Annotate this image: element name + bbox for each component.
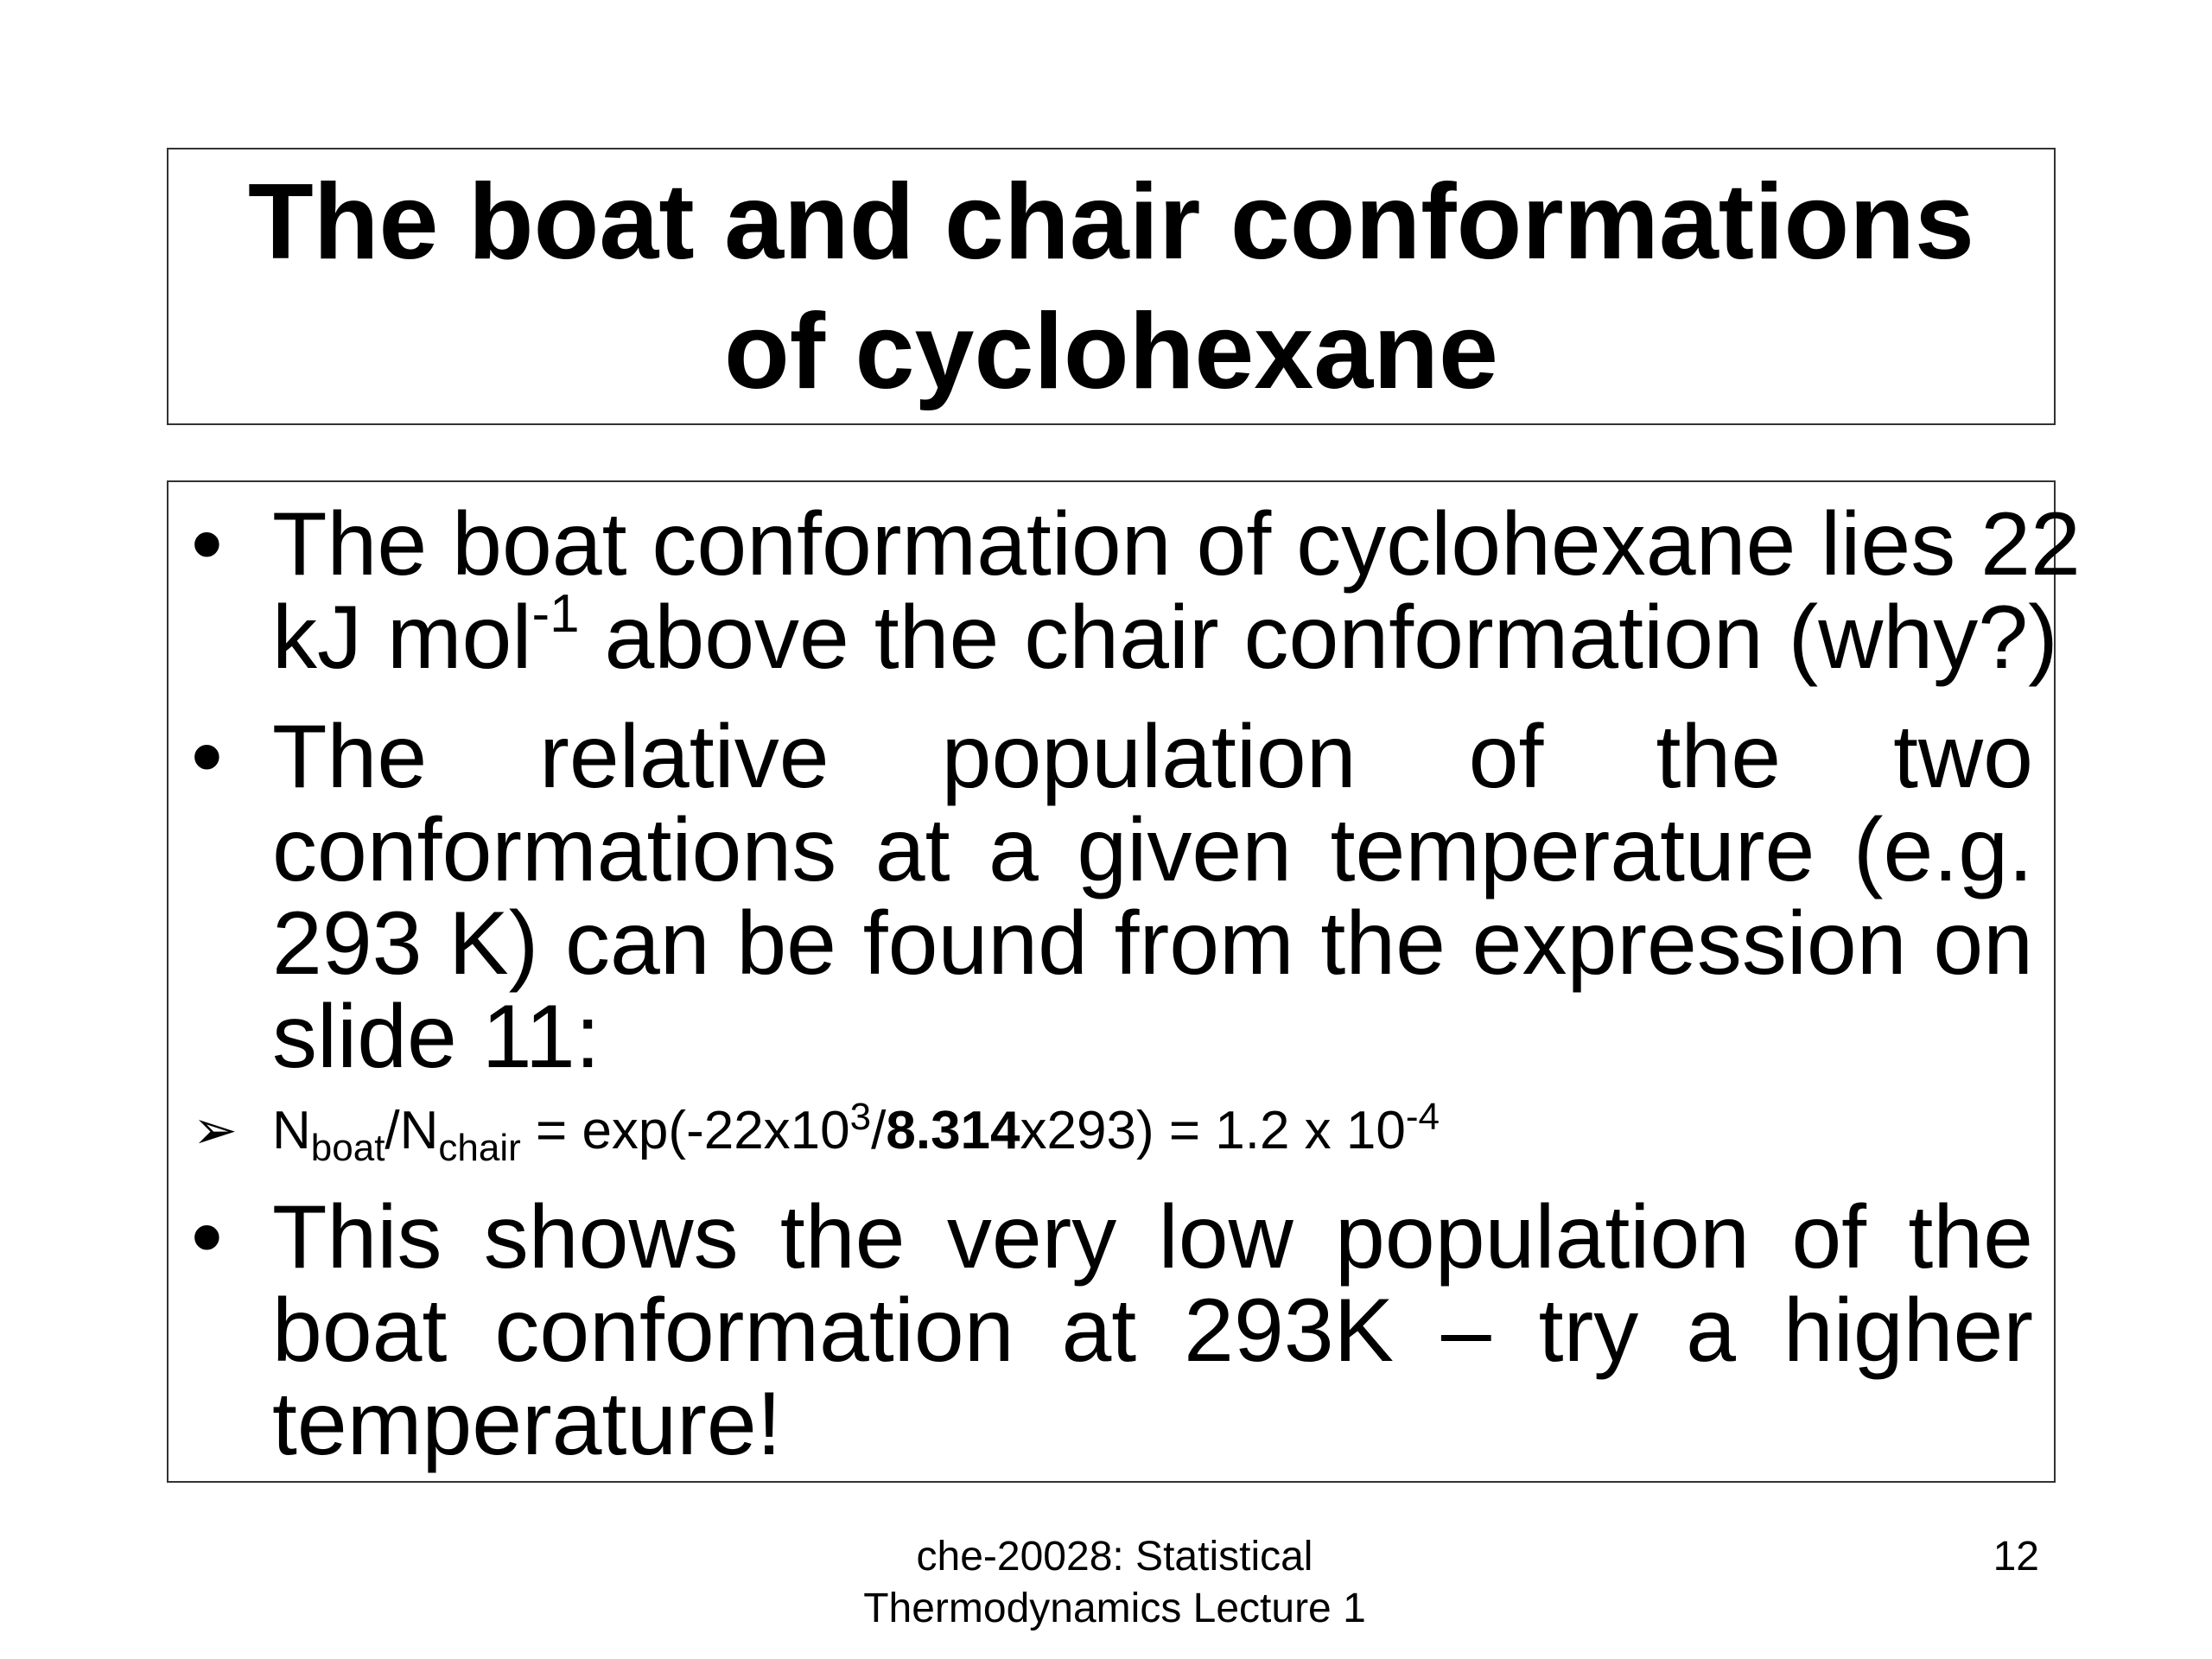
eq-sup-2: -4 [1405,1096,1440,1138]
bullet-2-line-4: slide 11: [272,987,601,1087]
bullet-icon: • [191,1186,223,1287]
arrow-bullet-icon: ➢ [193,1101,238,1160]
bullet-text-2 [272,707,2033,1087]
bullet-1-line-1: The boat conformation of cyclohexane lies 22 [272,494,2081,594]
slide-footer [760,1531,1469,1635]
title-box [167,148,2056,425]
eq-part-3: x293) = 1.2 x 10 [1020,1101,1406,1160]
bullet-1-line-2 [272,584,2058,688]
bullet-icon: • [191,706,223,807]
footer-line-2: Thermodynamics Lecture 1 [863,1586,1366,1631]
bullet-text-1 [272,494,2081,688]
content-box [167,480,2081,1483]
unit-text: kJ mol [272,588,532,688]
unit-exponent: -1 [531,584,580,644]
page-number: 12 [1993,1534,2039,1580]
eq-sub-boat: boat [310,1127,385,1169]
eq-sub-chair: chair [438,1127,521,1169]
eq-part-1: = exp(-22x10 [520,1101,850,1160]
eq-part-2: / [871,1101,887,1160]
population-ratio-equation [272,1096,1440,1169]
bullet-3-line-2: boat conformation at 293K – try a higher [272,1281,2033,1381]
bullet-icon: • [191,493,223,594]
eq-gas-constant: 8.314 [886,1101,1020,1160]
eq-n-chair: /N [385,1101,439,1160]
bullet-2-line-1: The relative population of the two [272,707,2033,807]
slide-title-line-2: of cyclohexane [724,291,1498,411]
eq-sup-1: 3 [849,1096,872,1138]
bullet-2-line-3: 293 K) can be found from the expression on [272,893,2033,994]
bullet-2-line-2: conformations at a given temperature (e.g. [272,800,2033,900]
bullet-text-3 [272,1187,2033,1474]
bullet-1-line-2-rest: above the chair conformation (why?) [579,588,2058,688]
bullet-3-line-1: This shows the very low population of the [272,1187,2033,1287]
bullet-3-line-3: temperature! [272,1374,782,1474]
footer-line-1: che-20028: Statistical [916,1534,1313,1580]
slide-title-line-1: The boat and chair conformations [248,162,1974,282]
eq-n-boat: N [272,1101,311,1160]
